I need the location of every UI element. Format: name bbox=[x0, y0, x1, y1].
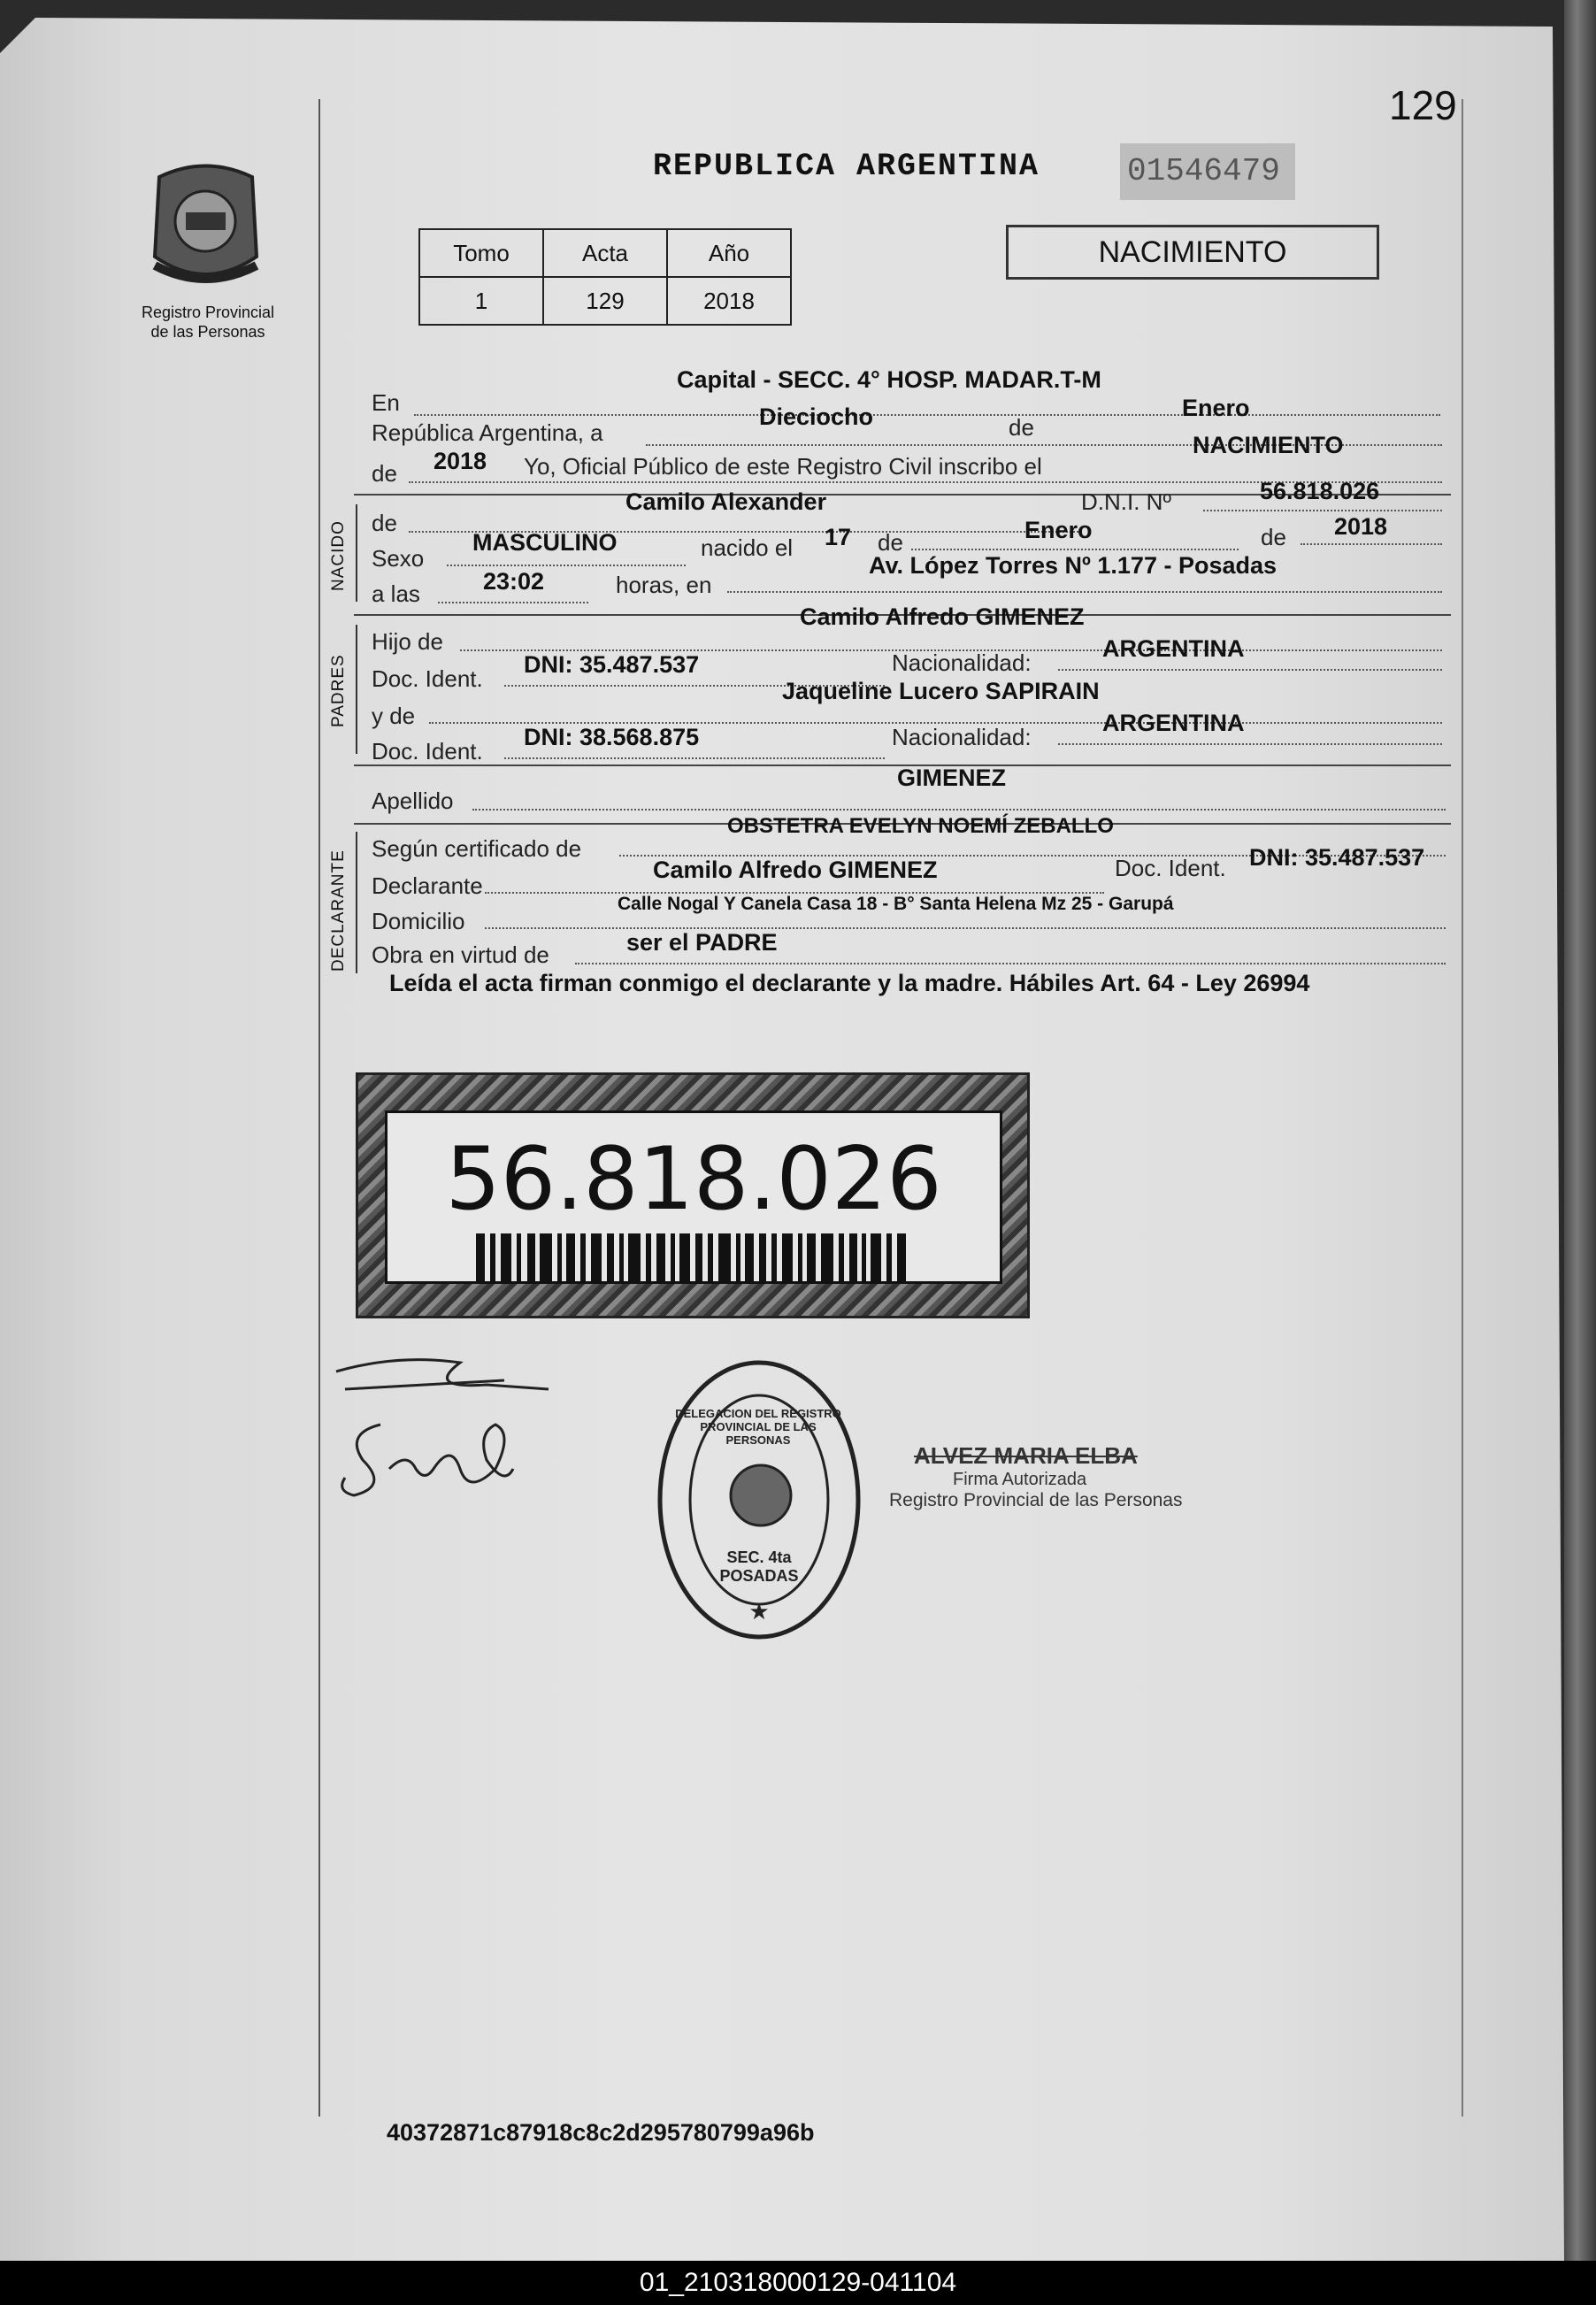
section-bracket bbox=[356, 832, 357, 973]
label-en: En bbox=[372, 389, 400, 416]
field-nac-mes: Enero bbox=[1024, 517, 1093, 543]
label-obra: Obra en virtud de bbox=[372, 941, 549, 968]
left-margin-line bbox=[318, 99, 320, 2117]
label-dni: D.N.I. Nº bbox=[1081, 488, 1171, 515]
official-role: Firma Autorizada bbox=[953, 1470, 1087, 1489]
label-a-las: a las bbox=[372, 580, 420, 607]
registry-seal bbox=[653, 1354, 865, 1646]
field-sexo: MASCULINO bbox=[472, 529, 618, 556]
record-type-box: NACIMIENTO bbox=[1006, 225, 1379, 280]
record-table-cell: 1 bbox=[419, 277, 543, 325]
label-de: de bbox=[1009, 414, 1034, 441]
label-y-de: y de bbox=[372, 703, 416, 729]
field-lugar: Capital - SECC. 4° HOSP. MADAR.T-M bbox=[677, 366, 1101, 393]
side-tag-nacido: NACIDO bbox=[329, 520, 348, 591]
field-declarante: Camilo Alfredo GIMENEZ bbox=[653, 857, 938, 883]
official-name: ALVEZ MARIA ELBA bbox=[914, 1442, 1138, 1469]
right-margin-line bbox=[1462, 99, 1463, 2117]
label-de5: de bbox=[1261, 524, 1286, 550]
label-republica: República Argentina, a bbox=[372, 419, 603, 446]
label-segun: Según certificado de bbox=[372, 835, 582, 862]
field-hora: 23:02 bbox=[483, 568, 545, 595]
label-hijo-de: Hijo de bbox=[372, 628, 443, 655]
label-yo-oficial: Yo, Oficial Público de este Registro Civil inscribo el bbox=[524, 453, 1042, 480]
dni-label-box bbox=[356, 1072, 1030, 1318]
field-obra: ser el PADRE bbox=[626, 929, 778, 956]
logo-caption-line2: de las Personas bbox=[150, 323, 265, 341]
field-nombre: Camilo Alexander bbox=[625, 488, 827, 515]
field-certificado: OBSTETRA EVELYN NOEMÍ ZEBALLO bbox=[727, 814, 1114, 838]
label-doc-ident3: Doc. Ident. bbox=[1115, 855, 1226, 881]
footer-id: 01_210318000129-041104 bbox=[0, 2261, 1596, 2305]
record-table-cell: 2018 bbox=[667, 277, 791, 325]
field-mes: Enero bbox=[1182, 395, 1250, 421]
document-hash: 40372871c87918c8c2d295780799a96b bbox=[387, 2119, 815, 2146]
dotted-line bbox=[438, 602, 588, 603]
dotted-line bbox=[472, 809, 1446, 811]
field-nac-dia: 17 bbox=[825, 524, 852, 550]
dni-label-inner bbox=[385, 1110, 1002, 1284]
label-doc-ident2: Doc. Ident. bbox=[372, 738, 483, 764]
logo-caption bbox=[124, 303, 292, 342]
dni-label-number: 56.818.026 bbox=[445, 1129, 942, 1230]
record-table-cell: 129 bbox=[543, 277, 667, 325]
field-nac-anio: 2018 bbox=[1334, 513, 1388, 540]
logo-caption-line1: Registro Provincial bbox=[141, 303, 275, 321]
record-table-header: Año bbox=[667, 229, 791, 277]
barcode bbox=[476, 1233, 909, 1281]
field-anio: 2018 bbox=[434, 448, 487, 474]
label-de4: de bbox=[878, 529, 903, 556]
field-lugar-nac: Av. López Torres Nº 1.177 - Posadas bbox=[869, 552, 1278, 579]
field-dia: Dieciocho bbox=[759, 403, 874, 430]
province-logo bbox=[133, 159, 279, 292]
dotted-line bbox=[504, 757, 885, 759]
field-domicilio: Calle Nogal Y Canela Casa 18 - B° Santa Helena Mz 25 - Garupá bbox=[618, 894, 1174, 914]
label-nacido-el: nacido el bbox=[701, 534, 794, 561]
dotted-line bbox=[1058, 669, 1442, 671]
field-padre-nac: ARGENTINA bbox=[1102, 635, 1245, 662]
dotted-line bbox=[727, 591, 1442, 593]
declarant-signature bbox=[327, 1336, 566, 1504]
section-bracket bbox=[356, 504, 357, 602]
label-declarante: Declarante bbox=[372, 872, 483, 899]
dotted-line bbox=[414, 414, 1440, 416]
label-apellido: Apellido bbox=[372, 788, 454, 814]
serial-number: 01546479 bbox=[1120, 143, 1295, 200]
side-tag-padres: PADRES bbox=[329, 654, 348, 727]
document-title: REPUBLICA ARGENTINA bbox=[653, 149, 1040, 184]
dotted-line bbox=[911, 549, 1239, 550]
label-domicilio: Domicilio bbox=[372, 908, 465, 934]
dotted-line bbox=[575, 963, 1446, 964]
field-madre-doc: DNI: 38.568.875 bbox=[524, 724, 700, 750]
seal-inner-text: SEC. 4ta POSADAS bbox=[719, 1548, 799, 1585]
official-stamp bbox=[889, 1442, 1183, 1511]
official-office: Registro Provincial de las Personas bbox=[889, 1490, 1183, 1510]
field-dni: 56.818.026 bbox=[1260, 478, 1380, 504]
svg-text:★: ★ bbox=[748, 1598, 770, 1625]
field-madre-nac: ARGENTINA bbox=[1102, 710, 1245, 736]
page-number: 129 bbox=[1389, 82, 1457, 128]
legal-note: Leída el acta firman conmigo el declarante y la madre. Hábiles Art. 64 - Ley 26994 bbox=[389, 970, 1310, 996]
label-nacionalidad: Nacionalidad: bbox=[892, 649, 1032, 676]
label-horas-en: horas, en bbox=[616, 572, 712, 598]
field-madre: Jaqueline Lucero SAPIRAIN bbox=[782, 678, 1100, 704]
label-de2: de bbox=[372, 460, 397, 487]
record-table bbox=[418, 228, 792, 326]
dotted-line bbox=[1301, 543, 1442, 545]
record-table-header: Tomo bbox=[419, 229, 543, 277]
field-tipo: NACIMIENTO bbox=[1193, 432, 1344, 458]
field-padre-doc: DNI: 35.487.537 bbox=[524, 651, 700, 678]
seal-outer-text: DELEGACION DEL REGISTRO PROVINCIAL DE LAS PERSONAS bbox=[675, 1407, 841, 1447]
label-de3: de bbox=[372, 510, 397, 536]
label-doc-ident: Doc. Ident. bbox=[372, 665, 483, 692]
dotted-line bbox=[1058, 743, 1442, 745]
section-bracket bbox=[356, 625, 357, 754]
dotted-line bbox=[1203, 510, 1442, 511]
page-edge bbox=[1564, 0, 1596, 2261]
dotted-line bbox=[447, 565, 686, 566]
field-declarante-doc: DNI: 35.487.537 bbox=[1249, 844, 1425, 871]
label-nacionalidad2: Nacionalidad: bbox=[892, 724, 1032, 750]
field-apellido: GIMENEZ bbox=[897, 764, 1007, 791]
record-table-header: Acta bbox=[543, 229, 667, 277]
label-sexo: Sexo bbox=[372, 545, 425, 572]
field-padre: Camilo Alfredo GIMENEZ bbox=[800, 603, 1085, 630]
side-tag-declarante: DECLARANTE bbox=[329, 849, 348, 972]
